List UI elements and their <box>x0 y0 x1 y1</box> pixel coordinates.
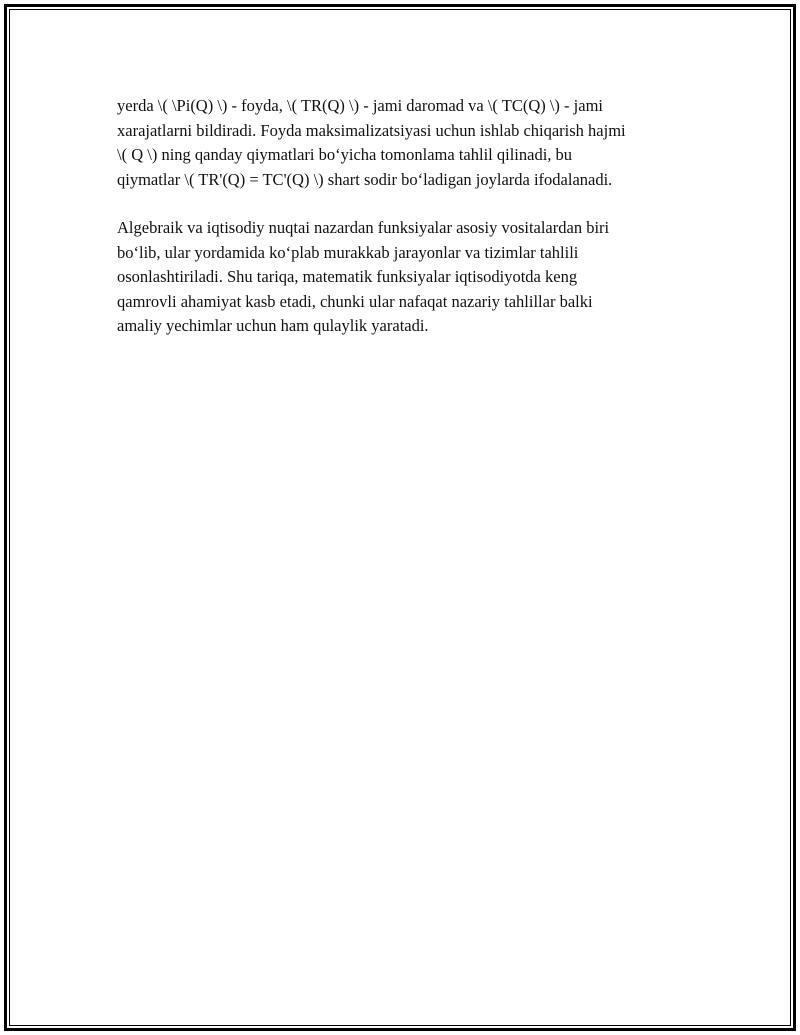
text-line: \( Q \) ning qanday qiymatlari bo‘yicha tomonlama tahlil qilinadi, bu <box>117 145 573 164</box>
text-line: Algebraik va iqtisodiy nuqtai nazardan funksiyalar asosiy vositalardan biri <box>117 218 610 237</box>
paragraph-profit-definitions <box>117 94 697 192</box>
text-line: osonlashtiriladi. Shu tariqa, matematik funksiyalar iqtisodiyotda keng <box>117 267 578 286</box>
text-line: yerda \( \Pi(Q) \) - foyda, \( TR(Q) \) - jami daromad va \( TC(Q) \) - jami <box>117 96 604 115</box>
text-line: amaliy yechimlar uchun ham qulaylik yaratadi. <box>117 316 429 335</box>
text-line: qiymatlar \( TR'(Q) = TC'(Q) \) shart sodir bo‘ladigan joylarda ifodalanadi. <box>117 169 613 189</box>
text-line: qamrovli ahamiyat kasb etadi, chunki ular nafaqat nazariy tahlillar balki <box>117 291 593 311</box>
document-body <box>117 94 697 363</box>
text-line: bo‘lib, ular yordamida ko‘plab murakkab jarayonlar va tizimlar tahlili <box>117 242 579 262</box>
paragraph-functions-conclusion <box>117 216 697 339</box>
text-line: xarajatlarni bildiradi. Foyda maksimalizatsiyasi uchun ishlab chiqarish hajmi <box>117 120 626 140</box>
